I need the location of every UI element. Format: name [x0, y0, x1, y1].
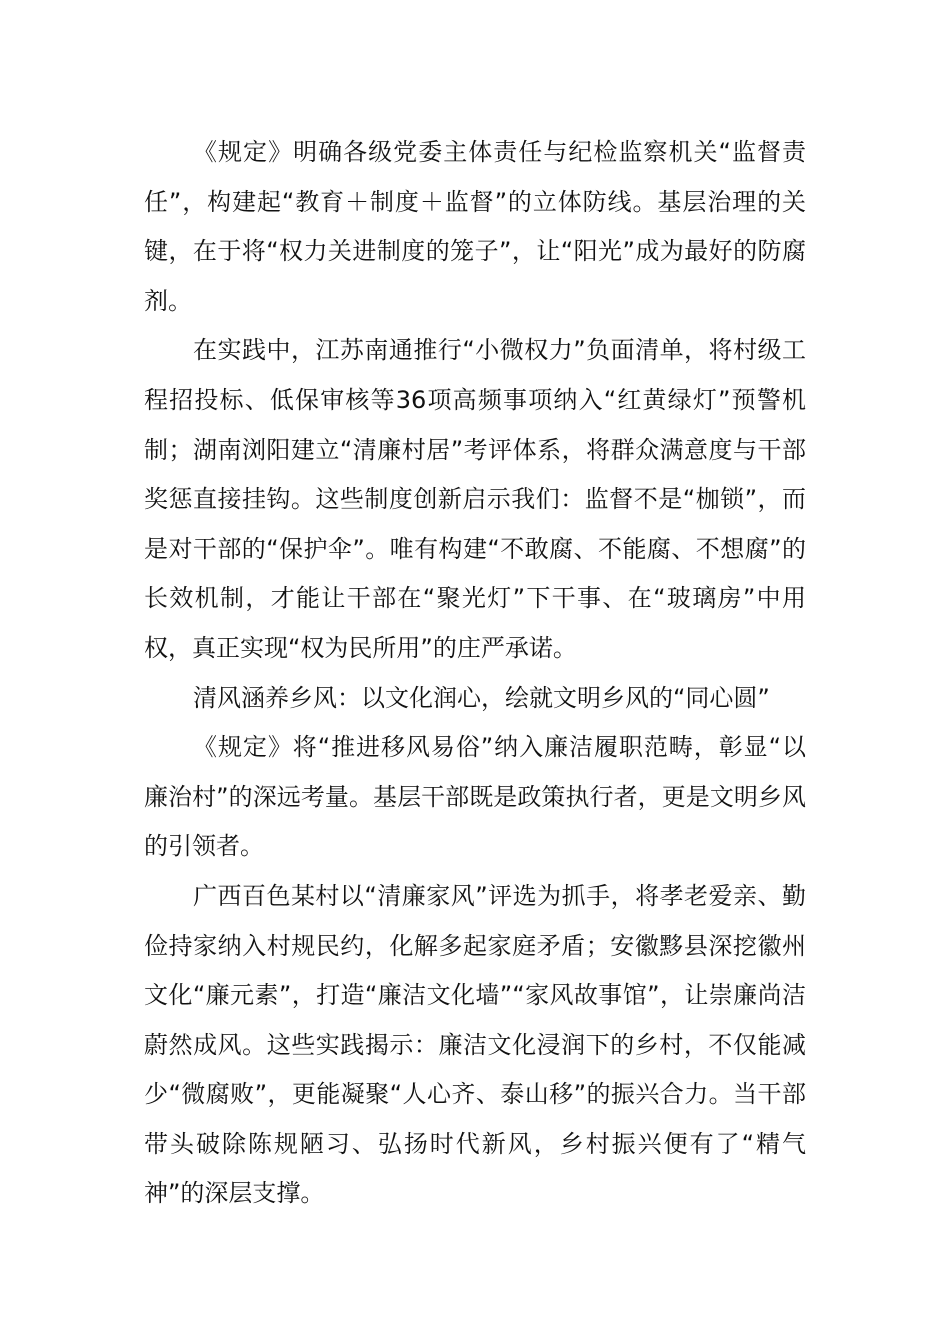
paragraph-customs-reform: 《规定》将“推进移风易俗”纳入廉洁履职范畴，彰显“以廉治村”的深远考量。基层干部既是政策执行者，更是文明乡风的引领者。 [144, 733, 806, 861]
paragraph-responsibility: 《规定》明确各级党委主体责任与纪检监察机关“监督责任”，构建起“教育＋制度＋监督”的立体防线。基层治理的关键，在于将“权力关进制度的笼子”，让“阳光”成为最好的防腐剂。 [144, 138, 806, 315]
section-heading-culture: 清风涵养乡风：以文化润心，绘就文明乡风的“同心圆” [193, 683, 770, 712]
paragraph-practice-supervision: 在实践中，江苏南通推行“小微权力”负面清单，将村级工程招投标、低保审核等36项高频事项纳入“红黄绿灯”预警机制；湖南浏阳建立“清廉村居”考评体系，将群众满意度与干部奖惩直接挂钩。这些制度创新启示我们：监督不是“枷锁”，而是对干部的“保护伞”。唯有构建“不敢腐、不能腐、不想腐”的长效机制，才能让干部在“聚光灯”下干事、在“玻璃房”中用权，真正实现“权为民所用”的庄严承诺。 [144, 336, 806, 662]
document-body [144, 128, 806, 1219]
paragraph-practice-culture: 广西百色某村以“清廉家风”评选为抓手，将孝老爱亲、勤俭持家纳入村规民约，化解多起家庭矛盾；安徽黟县深挖徽州文化“廉元素”，打造“廉洁文化墙”“家风故事馆”，让崇廉尚洁蔚然成风。这些实践揭示：廉洁文化浸润下的乡村，不仅能减少“微腐败”，更能凝聚“人心齐、泰山移”的振兴合力。当干部带头破除陈规陋习、弘扬时代新风，乡村振兴便有了“精气神”的深层支撑。 [144, 881, 806, 1208]
